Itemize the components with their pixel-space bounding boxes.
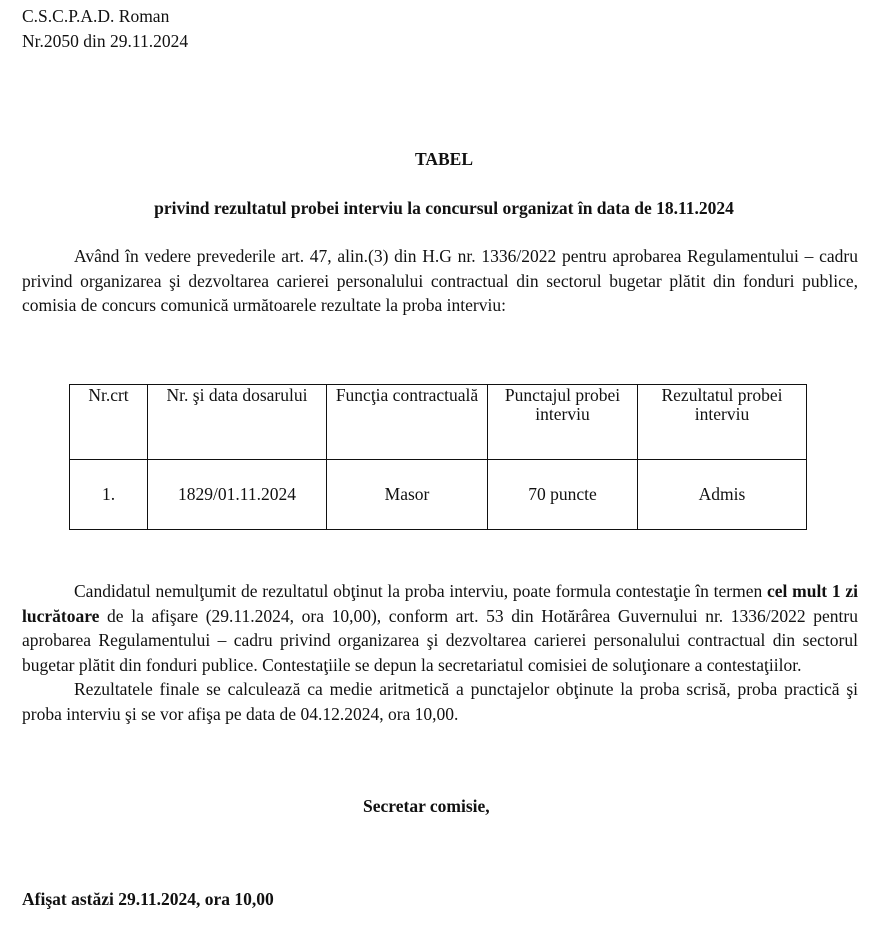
table-row bbox=[70, 460, 807, 530]
intro-text: Având în vedere prevederile art. 47, alin.(3) din H.G nr. 1336/2022 pentru aprobarea Regulamentului – cadru privind organizarea şi dezvoltarea carierei personalului contractual din sectorul bugetar plătit din fonduri publice, comisia de concurs comunică următoarele rezultate la proba interviu: bbox=[22, 246, 858, 315]
document-subtitle: privind rezultatul probei interviu la concursul organizat în data de 18.11.2024 bbox=[154, 198, 734, 218]
document-title: TABEL bbox=[414, 149, 474, 169]
header-result: Rezultatul probei interviu bbox=[638, 385, 807, 460]
signature-label: Secretar comisie, bbox=[363, 796, 490, 816]
institution-name: C.S.C.P.A.D. Roman bbox=[22, 6, 170, 26]
contestation-deadline: cel mult 1 zi lucrătoare bbox=[22, 581, 859, 626]
header-file-number: Nr. şi data dosarului bbox=[148, 385, 327, 460]
contestation-text-1: Candidatul nemulţumit de rezultatul obţinut la proba interviu, poate formula contestaţie în termen bbox=[74, 581, 767, 601]
cell-result: Admis bbox=[638, 460, 807, 530]
cell-position: Masor bbox=[327, 460, 488, 530]
intro-paragraph bbox=[22, 244, 858, 318]
cell-nr-crt: 1. bbox=[70, 460, 148, 530]
final-results-paragraph: Rezultatele finale se calculează ca medie aritmetică a punctajelor obţinute la proba scrisă, proba practică şi proba interviu şi se vor afişa pe data de 04.12.2024, ora 10,00. bbox=[22, 679, 858, 724]
header-position: Funcţia contractuală bbox=[327, 385, 488, 460]
header-score: Punctajul probei interviu bbox=[488, 385, 638, 460]
contestation-text-2: de la afişare (29.11.2024, ora 10,00), conform art. 53 din Hotărârea Guvernului nr. 1336/2022 pentru aprobarea Regulamentului – cadru privind organizarea şi dezvoltarea carierei personalului contractual din sectorul bugetar plătit din fonduri publice. Contestaţiile se depun la secretariatul comisiei de soluţionare a contestaţiilor. bbox=[22, 605, 858, 675]
table-header-row bbox=[70, 385, 807, 460]
results-table bbox=[69, 384, 807, 530]
registration-number: Nr.2050 din 29.11.2024 bbox=[22, 31, 189, 51]
cell-score: 70 puncte bbox=[488, 460, 638, 530]
posted-notice: Afişat astăzi 29.11.2024, ora 10,00 bbox=[22, 889, 274, 909]
contestation-section bbox=[22, 579, 858, 726]
cell-file-number: 1829/01.11.2024 bbox=[148, 460, 327, 530]
contestation-paragraph bbox=[22, 579, 858, 677]
header-nr-crt: Nr.crt bbox=[70, 385, 148, 460]
